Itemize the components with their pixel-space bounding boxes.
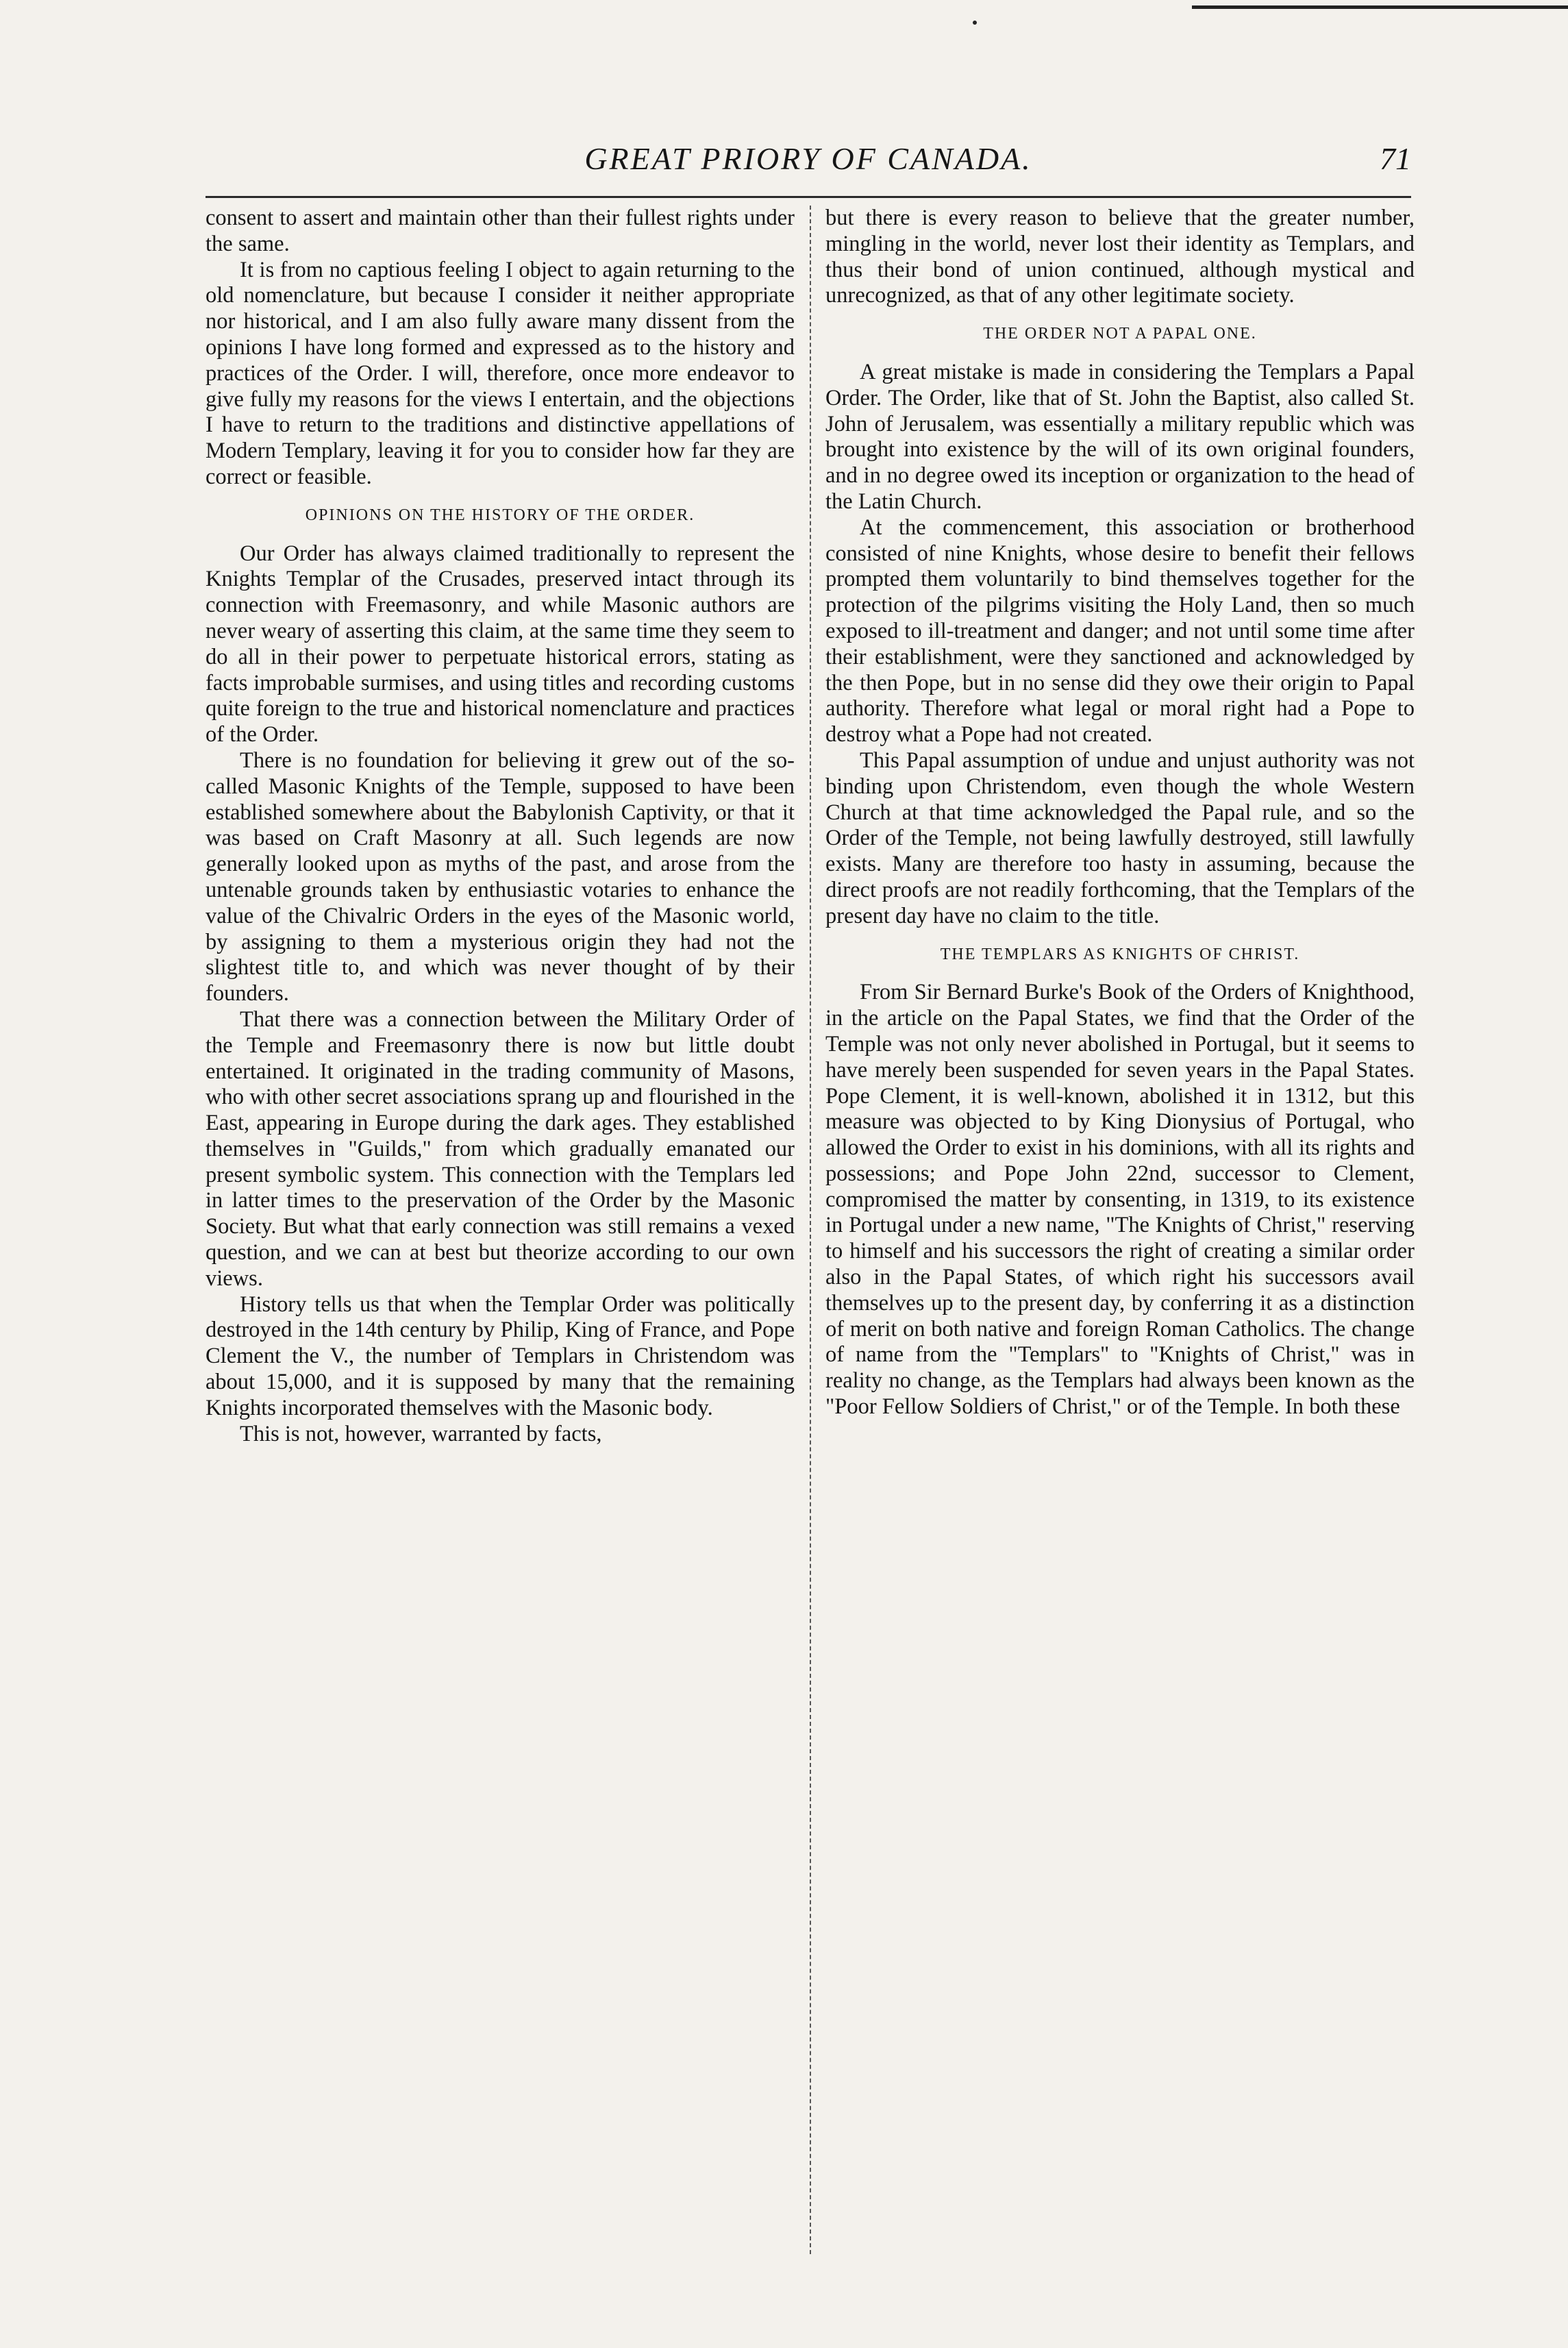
paragraph: At the commencement, this association or brotherhood consisted of nine Knights, whose desire to benefit their fellows prompted them voluntarily to bind themselves together for the protection of the pilgrims visiting the Holy Land, then so much exposed to ill-treatment and danger; and not until some time after their establishment, were they sanctioned and acknowledged by the then Pope, but in no sense did they owe their origin to Papal authority. Therefore what legal or moral right had a Pope to destroy what a Pope had not created. bbox=[825, 515, 1415, 747]
paragraph: A great mistake is made in considering the Templars a Papal Order. The Order, like that of St. John the Baptist, also called St. John of Jerusalem, was essentially a military republic which was brought into existence by the will of its own original founders, and in no degree owed its inception or organization to the head of the Latin Church. bbox=[825, 359, 1415, 514]
header-rule bbox=[206, 196, 1411, 198]
left-column bbox=[206, 206, 795, 2295]
paragraph: That there was a connection between the Military Order of the Temple and Freemasonry there is now but little doubt entertained. It originated in the trading community of Masons, who with other secret associations sprang up and flourished in the East, appearing in Europe during the dark ages. They established themselves in "Guilds," from which gradually emanated our present symbolic system. This connection with the Templars led in latter times to the preservation of the Order by the Masonic Society. But what that early connection was still remains a vexed question, and we can at best but theorize according to our own views. bbox=[206, 1006, 795, 1291]
page-header bbox=[206, 140, 1411, 188]
print-mark bbox=[973, 21, 977, 25]
column-divider bbox=[810, 206, 811, 2254]
running-head-title: GREAT PRIORY OF CANADA. bbox=[584, 141, 1032, 176]
section-heading: THE TEMPLARS AS KNIGHTS OF CHRIST. bbox=[940, 945, 1300, 963]
paragraph: This Papal assumption of undue and unjust authority was not binding upon Christendom, even though the whole Western Church at that time acknowledged the Papal rule, and so the Order of the Temple, not being lawfully destroyed, still lawfully exists. Many are therefore too hasty in assuming, because the direct proofs are not readily forthcoming, that the Templars of the present day have no claim to the title. bbox=[825, 747, 1415, 928]
page-number: 71 bbox=[1380, 141, 1411, 176]
paragraph: Our Order has always claimed traditionally to represent the Knights Templar of the Crusades, preserved intact through its connection with Freemasonry, and while Masonic authors are never weary of asserting this claim, at the same time they seem to do all in their power to perpetuate historical errors, stating as facts improbable surmises, and using titles and recording customs quite foreign to the true and historical nomenclature and practices of the Order. bbox=[206, 541, 795, 747]
section-heading: OPINIONS ON THE HISTORY OF THE ORDER. bbox=[305, 506, 695, 524]
scan-edge-rule bbox=[1192, 5, 1568, 9]
paragraph: History tells us that when the Templar Order was politically destroyed in the 14th century by Philip, King of France, and Pope Clement the V., the number of Templars in Christendom was about 15,000, and it is supposed by many that the remaining Knights incorporated themselves with the Masonic body. bbox=[206, 1292, 795, 1420]
section-heading: THE ORDER NOT A PAPAL ONE. bbox=[983, 325, 1257, 343]
paragraph: It is from no captious feeling I object to again returning to the old nomenclature, but because I consider it neither appropriate nor historical, and I am also fully aware many dissent from the opinions I have long formed and expressed as to the history and practices of the Order. I will, therefore, once more endeavor to give fully my reasons for the views I entertain, and the objections I have to return to the traditions and distinctive appellations of Modern Templary, leaving it for you to consider how far they are correct or feasible. bbox=[206, 257, 795, 489]
paragraph: This is not, however, warranted by facts, bbox=[240, 1421, 602, 1446]
paragraph: consent to assert and maintain other than their fullest rights under the same. bbox=[206, 206, 795, 256]
right-column bbox=[825, 206, 1415, 2295]
paragraph: From Sir Bernard Burke's Book of the Orders of Knighthood, in the article on the Papal States, we find that the Order of the Temple was not only never abolished in Portugal, but it seems to have merely been suspended for seven years in the Papal States. Pope Clement, it is well-known, abolished it in 1312, but this measure was objected to by King Dionysius of Portugal, who allowed the Order to exist in his dominions, with all its rights and possessions; and Pope John 22nd, successor to Clement, compromised the matter by consenting, in 1319, to its existence in Portugal under a new name, "The Knights of Christ," reserving to himself and his successors the right of creating a similar order also in the Papal States, of which right his successors avail themselves up to the present day, by conferring it as a distinction of merit on both native and foreign Roman Catholics. The change of name from the "Templars" to "Knights of Christ," was in reality no change, as the Templars had always been known as the "Poor Fellow Soldiers of Christ," or of the Temple. In both these bbox=[825, 980, 1415, 1420]
paragraph: but there is every reason to believe that the greater number, mingling in the world, never lost their identity as Templars, and thus their bond of union continued, although mystical and unrecognized, as that of any other legitimate society. bbox=[825, 206, 1415, 308]
paragraph: There is no foundation for believing it grew out of the so-called Masonic Knights of the Temple, supposed to have been established somewhere about the Babylonish Captivity, or that it was based on Craft Masonry at all. Such legends are now generally looked upon as myths of the past, and arose from the untenable grounds taken by enthusiastic votaries to enhance the value of the Chivalric Orders in the eyes of the Masonic world, by assigning to them a mysterious origin they had not the slightest title to, and which was never thought of by their founders. bbox=[206, 747, 795, 1006]
